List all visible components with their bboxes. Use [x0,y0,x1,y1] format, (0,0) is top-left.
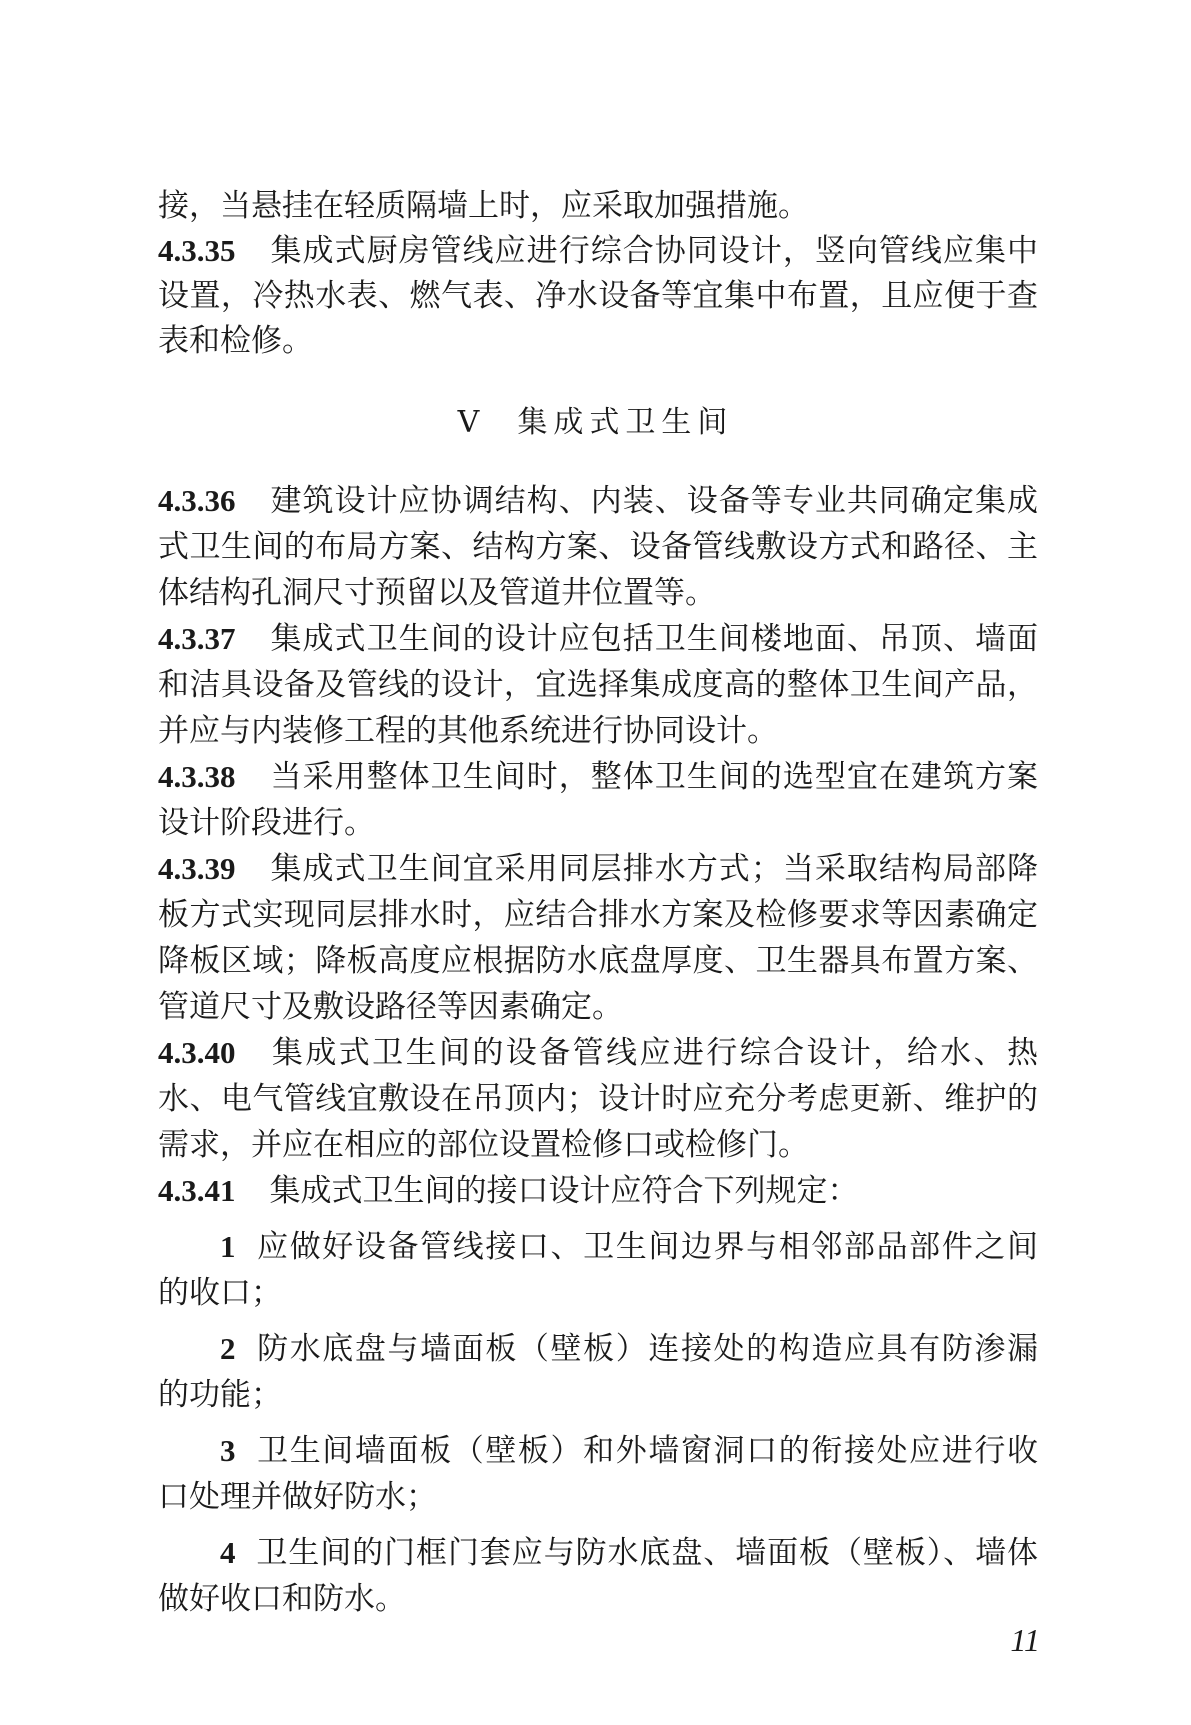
body-line: 管道尺寸及敷设路径等因素确定。 [158,989,623,1025]
clause-number: 4.3.36 [158,483,236,518]
item-number: 3 [220,1433,236,1468]
page-number: 11 [1010,1622,1040,1658]
body-line: 式卫生间的布局方案、结构方案、设备管线敷设方式和路径、主 [158,529,1038,565]
item-number: 1 [220,1229,236,1264]
body-line: 设置，冷热水表、燃气表、净水设备等宜集中布置，且应便于查 [158,278,1038,314]
body-line: 口处理并做好防水； [158,1479,437,1515]
clause-4-3-41-line: 4.3.41 集成式卫生间的接口设计应符合下列规定： [158,1173,859,1209]
body-line: 接，当悬挂在轻质隔墙上时，应采取加强措施。 [158,188,809,224]
body-line: 水、电气管线宜敷设在吊顶内；设计时应充分考虑更新、维护的 [158,1081,1038,1117]
list-item-2: 2 防水底盘与墙面板（壁板）连接处的构造应具有防渗漏 [220,1331,1038,1367]
list-item-3: 3 卫生间墙面板（壁板）和外墙窗洞口的衔接处应进行收 [220,1433,1038,1469]
body-line: 并应与内装修工程的其他系统进行协同设计。 [158,713,778,749]
body-line: 设计阶段进行。 [158,805,375,841]
clause-number: 4.3.41 [158,1173,236,1208]
clause-number: 4.3.37 [158,621,236,656]
clause-number: 4.3.38 [158,759,236,794]
clause-4-3-35-line: 4.3.35 集成式厨房管线应进行综合协同设计，竖向管线应集中 [158,233,1038,269]
body-line: 降板区域；降板高度应根据防水底盘厚度、卫生器具布置方案、 [158,943,1038,979]
section-title-text: 集成式卫生间 [517,405,734,440]
list-item-1: 1 应做好设备管线接口、卫生间边界与相邻部品部件之间 [220,1229,1038,1265]
section-heading [0,401,1191,445]
clause-number: 4.3.40 [158,1035,236,1070]
clause-4-3-40-line: 4.3.40 集成式卫生间的设备管线应进行综合设计，给水、热 [158,1035,1038,1071]
clause-number: 4.3.39 [158,851,236,886]
body-line: 板方式实现同层排水时，应结合排水方案及检修要求等因素确定 [158,897,1038,933]
clause-number: 4.3.35 [158,233,236,268]
body-line: 做好收口和防水。 [158,1581,406,1617]
clause-4-3-38-line: 4.3.38 当采用整体卫生间时，整体卫生间的选型宜在建筑方案 [158,759,1038,795]
list-item-4: 4 卫生间的门框门套应与防水底盘、墙面板（壁板）、墙体 [220,1535,1038,1571]
body-line: 体结构孔洞尺寸预留以及管道井位置等。 [158,575,716,611]
item-number: 2 [220,1331,236,1366]
clause-4-3-37-line: 4.3.37 集成式卫生间的设计应包括卫生间楼地面、吊顶、墙面 [158,621,1038,657]
body-line: 需求，并应在相应的部位设置检修口或检修门。 [158,1127,809,1163]
body-line: 的收口； [158,1275,282,1311]
body-line: 的功能； [158,1377,282,1413]
body-line: 表和检修。 [158,323,313,359]
item-number: 4 [220,1535,236,1570]
body-line: 和洁具设备及管线的设计，宜选择集成度高的整体卫生间产品， [158,667,1038,703]
section-number: V [457,405,480,440]
clause-4-3-36-line: 4.3.36 建筑设计应协调结构、内装、设备等专业共同确定集成 [158,483,1038,519]
clause-4-3-39-line: 4.3.39 集成式卫生间宜采用同层排水方式；当采取结构局部降 [158,851,1038,887]
